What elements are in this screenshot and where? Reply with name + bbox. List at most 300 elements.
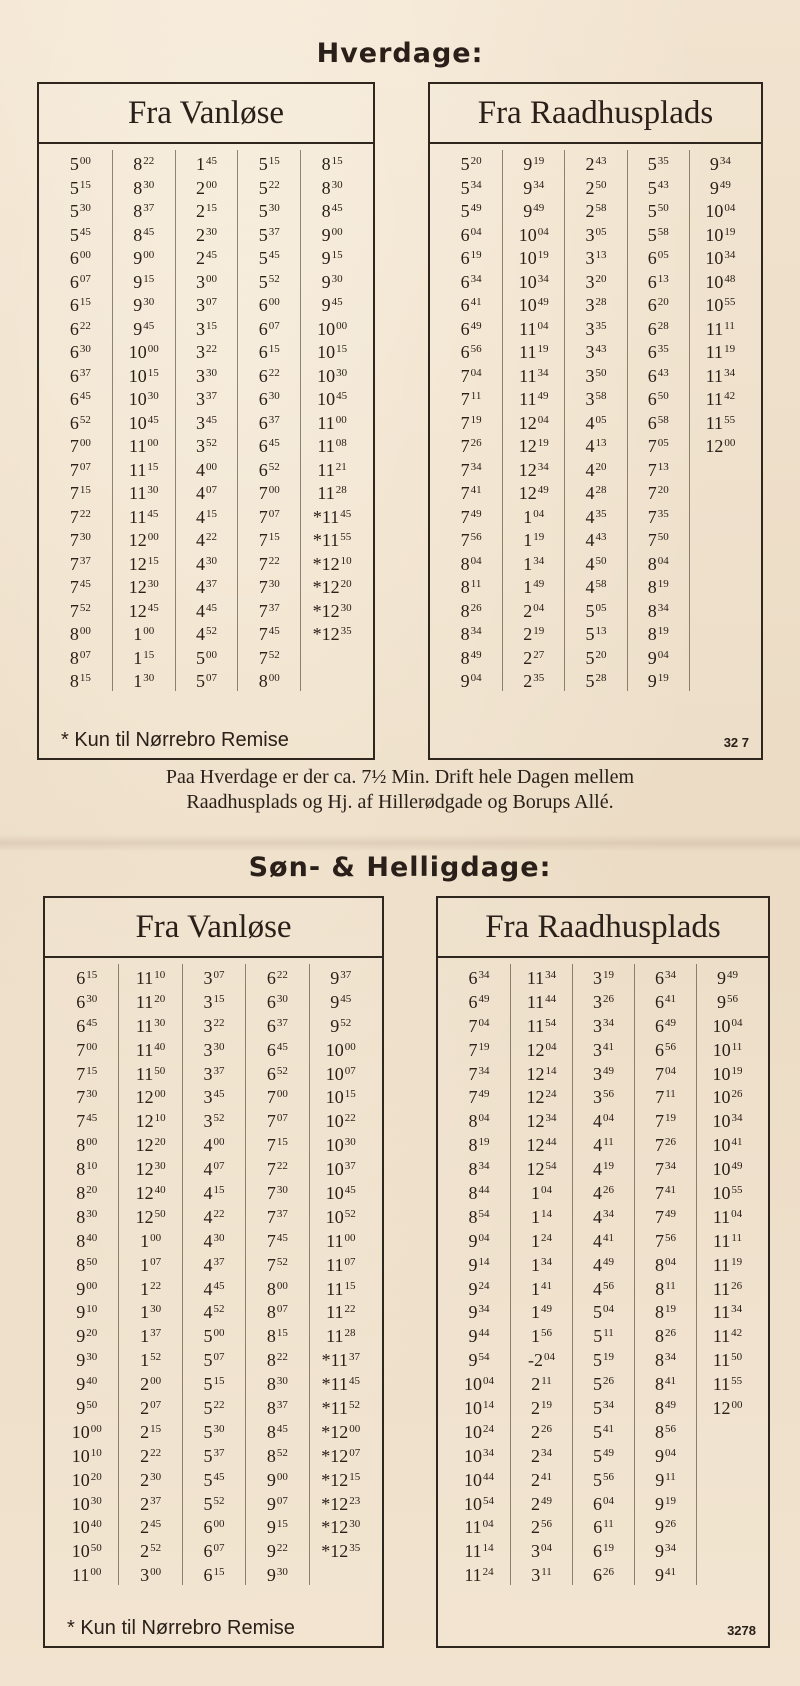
departure-time: $6^{30}$: [69, 342, 91, 362]
departure-time: $9^{00}$: [133, 248, 155, 268]
departure-time: $3^{15}$: [195, 318, 217, 339]
departure-time: $6^{37}$: [266, 1015, 288, 1036]
timetable-column: [118, 964, 181, 1585]
departure-time: $11^{14}$: [464, 1541, 494, 1562]
departure-time: $6^{34}$: [460, 271, 482, 292]
departure-time: $6^{07}$: [258, 318, 280, 339]
departure-time: $10^{30}$: [325, 1135, 356, 1156]
departure-time: $10^{30}$: [71, 1493, 102, 1514]
departure-time: $2^{19}$: [523, 624, 545, 644]
holiday-print-code: 3278: [727, 1623, 756, 1638]
departure-time: $7^{34}$: [655, 1159, 676, 1180]
departure-time: $9^{45}$: [133, 318, 155, 339]
departure-time: $8^{34}$: [655, 1350, 676, 1371]
timetable-column: [237, 150, 300, 691]
departure-time: $1^{22}$: [140, 1278, 162, 1299]
departure-time: $6^{00}$: [203, 1517, 225, 1538]
departure-time: $*12^{30}$: [321, 1517, 361, 1538]
departure-time: $1^{34}$: [531, 1254, 552, 1275]
departure-time: $8^{45}$: [321, 201, 343, 221]
departure-time: $5^{20}$: [585, 647, 607, 668]
departure-time: $8^{22}$: [133, 154, 155, 174]
departure-time: $6^{45}$: [76, 1015, 98, 1036]
departure-time: $2^{19}$: [531, 1398, 552, 1419]
departure-time: $10^{00}$: [71, 1421, 102, 1442]
departure-time: $5^{43}$: [647, 177, 669, 198]
departure-time: $11^{55}$: [712, 1374, 743, 1395]
departure-time: $1^{30}$: [140, 1302, 162, 1323]
departure-time: $8^{34}$: [647, 600, 669, 621]
departure-time: $2^{22}$: [140, 1445, 162, 1466]
departure-time: $10^{26}$: [712, 1087, 743, 1108]
holiday-vanlose-grid: [55, 964, 372, 1585]
departure-time: $11^{55}$: [705, 412, 736, 433]
departure-time: $2^{58}$: [585, 201, 607, 221]
departure-time: $7^{52}$: [258, 647, 280, 668]
departure-time: $7^{30}$: [258, 577, 280, 597]
departure-time: $10^{55}$: [705, 295, 736, 315]
departure-time: $4^{37}$: [195, 577, 217, 597]
departure-time: $6^{52}$: [266, 1063, 288, 1084]
departure-time: $6^{45}$: [69, 389, 91, 409]
timetable-column: [182, 964, 245, 1585]
departure-time: $3^{41}$: [593, 1039, 614, 1060]
departure-time: $5^{52}$: [203, 1493, 225, 1514]
weekday-vanlose-note: * Kun til Nørrebro Remise: [61, 729, 289, 751]
departure-time: $4^{19}$: [593, 1159, 614, 1180]
departure-time: $5^{30}$: [203, 1421, 225, 1442]
departure-time: $10^{40}$: [71, 1517, 102, 1538]
departure-time: $4^{15}$: [195, 506, 217, 527]
departure-time: $7^{22}$: [69, 506, 91, 527]
departure-time: $8^{19}$: [647, 624, 669, 644]
departure-time: $6^{15}$: [69, 295, 91, 315]
departure-time: $8^{04}$: [647, 553, 669, 574]
departure-time: $10^{15}$: [128, 365, 159, 386]
departure-time: $7^{49}$: [655, 1206, 676, 1227]
departure-time: $7^{15}$: [69, 483, 91, 503]
departure-time: $4^{45}$: [203, 1278, 225, 1299]
departure-time: $6^{50}$: [647, 389, 669, 409]
departure-time: $6^{49}$: [468, 991, 490, 1012]
departure-time: $1^{49}$: [523, 577, 545, 597]
departure-time: $10^{34}$: [464, 1445, 494, 1466]
departure-time: $8^{19}$: [468, 1135, 490, 1156]
departure-time: $3^{35}$: [585, 318, 607, 339]
departure-time: $12^{30}$: [135, 1159, 166, 1180]
timetable-column: [634, 964, 696, 1585]
departure-time: $3^{00}$: [195, 271, 217, 292]
departure-time: $8^{34}$: [460, 624, 482, 644]
departure-time: $7^{00}$: [76, 1039, 98, 1060]
departure-time: $5^{50}$: [647, 201, 669, 221]
departure-time: $1^{00}$: [140, 1230, 162, 1251]
departure-time: $6^{19}$: [593, 1541, 614, 1562]
departure-time: $10^{22}$: [325, 1111, 356, 1132]
departure-time: $3^{30}$: [195, 365, 217, 386]
departure-time: $7^{56}$: [655, 1230, 676, 1251]
departure-time: $4^{00}$: [195, 459, 217, 480]
departure-time: [690, 550, 751, 574]
departure-time: $11^{10}$: [135, 968, 166, 988]
departure-time: $6^{30}$: [258, 389, 280, 409]
departure-time: $6^{37}$: [69, 365, 91, 386]
departure-time: $3^{50}$: [585, 365, 607, 386]
departure-time: $3^{22}$: [203, 1015, 225, 1036]
timetable-column: [502, 150, 564, 691]
departure-time: $6^{34}$: [468, 968, 490, 988]
departure-time: $8^{10}$: [76, 1159, 98, 1180]
departure-time: $6^{11}$: [593, 1517, 614, 1538]
departure-time: $6^{35}$: [647, 342, 669, 362]
departure-time: [697, 1466, 758, 1490]
departure-time: $*12^{35}$: [321, 1541, 361, 1562]
weekday-remark-line1: Paa Hverdage er der ca. 7½ Min. Drift hele Dagen mellem: [165, 766, 635, 788]
timetable-column: [510, 964, 572, 1585]
departure-time: $7^{41}$: [655, 1183, 676, 1204]
departure-time: $7^{00}$: [266, 1087, 288, 1108]
departure-time: $10^{49}$: [518, 295, 549, 315]
departure-time: $11^{40}$: [135, 1039, 166, 1060]
departure-time: [697, 1490, 758, 1514]
departure-time: $12^{00}$: [135, 1087, 166, 1108]
departure-time: $12^{00}$: [128, 530, 159, 550]
departure-time: $1^{04}$: [531, 1183, 552, 1204]
departure-time: $6^{00}$: [258, 295, 280, 315]
departure-time: $5^{30}$: [69, 201, 91, 221]
timetable-column: [689, 150, 751, 691]
departure-time: $11^{00}$: [326, 1230, 356, 1251]
departure-time: $2^{00}$: [195, 177, 217, 198]
departure-time: $2^{45}$: [140, 1517, 162, 1538]
departure-time: $1^{30}$: [133, 671, 155, 691]
departure-time: $11^{49}$: [519, 389, 549, 409]
departure-time: $2^{49}$: [531, 1493, 552, 1514]
departure-time: [690, 526, 751, 550]
departure-time: $11^{30}$: [135, 1015, 166, 1036]
departure-time: $3^{49}$: [593, 1063, 614, 1084]
departure-time: $9^{30}$: [321, 271, 343, 292]
departure-time: $6^{15}$: [203, 1565, 225, 1586]
departure-time: $8^{04}$: [468, 1111, 490, 1132]
departure-time: $9^{04}$: [647, 647, 669, 668]
departure-time: $2^{11}$: [531, 1374, 552, 1395]
departure-time: $10^{54}$: [464, 1493, 494, 1514]
departure-time: $12^{04}$: [526, 1039, 557, 1060]
timetable-column: [55, 964, 118, 1585]
departure-time: $3^{34}$: [593, 1015, 614, 1036]
departure-time: $11^{24}$: [464, 1565, 494, 1586]
departure-time: $5^{05}$: [585, 600, 607, 621]
departure-time: $7^{15}$: [258, 530, 280, 550]
departure-time: $4^{05}$: [585, 412, 607, 433]
departure-time: $5^{49}$: [460, 201, 482, 221]
departure-time: $11^{19}$: [705, 342, 736, 362]
departure-time: $4^{00}$: [203, 1135, 225, 1156]
departure-time: $3^{37}$: [203, 1063, 225, 1084]
departure-time: $5^{13}$: [585, 624, 607, 644]
departure-time: $3^{20}$: [585, 271, 607, 292]
departure-time: $8^{11}$: [655, 1278, 676, 1299]
departure-time: $10^{37}$: [325, 1159, 356, 1180]
timetable-column: [245, 964, 308, 1585]
departure-time: $2^{30}$: [195, 224, 217, 245]
departure-time: $12^{54}$: [526, 1159, 557, 1180]
departure-time: $8^{26}$: [655, 1326, 676, 1347]
departure-time: $5^{34}$: [593, 1398, 614, 1419]
departure-time: $3^{26}$: [593, 991, 614, 1012]
departure-time: $12^{30}$: [128, 577, 159, 597]
departure-time: $2^{07}$: [140, 1398, 162, 1419]
departure-time: $6^{43}$: [647, 365, 669, 386]
departure-time: $10^{00}$: [128, 342, 159, 362]
departure-time: $9^{19}$: [655, 1493, 676, 1514]
departure-time: $11^{26}$: [712, 1278, 743, 1299]
departure-time: $10^{07}$: [325, 1063, 356, 1084]
departure-time: $12^{34}$: [526, 1111, 557, 1132]
departure-time: $6^{30}$: [76, 991, 98, 1012]
departure-time: $8^{30}$: [321, 177, 343, 198]
departure-time: $1^{34}$: [523, 553, 545, 574]
departure-time: $8^{26}$: [460, 600, 482, 621]
departure-time: $11^{04}$: [464, 1517, 494, 1538]
weekday-vanlose-header: Fra Vanløse: [39, 84, 373, 144]
departure-time: $9^{19}$: [523, 154, 545, 174]
departure-time: $8^{54}$: [468, 1206, 490, 1227]
departure-time: $11^{00}$: [72, 1565, 102, 1586]
departure-time: $8^{00}$: [76, 1135, 98, 1156]
departure-time: $1^{07}$: [140, 1254, 162, 1275]
departure-time: $11^{04}$: [712, 1206, 743, 1227]
departure-time: $7^{49}$: [468, 1087, 490, 1108]
departure-time: $7^{34}$: [468, 1063, 490, 1084]
departure-time: $5^{00}$: [195, 647, 217, 668]
departure-time: $10^{45}$: [317, 389, 348, 409]
departure-time: $6^{37}$: [258, 412, 280, 433]
departure-time: $1^{15}$: [133, 647, 155, 668]
departure-time: $3^{37}$: [195, 389, 217, 409]
timetable-column: [175, 150, 238, 691]
departure-time: $9^{56}$: [717, 991, 738, 1012]
departure-time: $6^{34}$: [655, 968, 676, 988]
departure-time: $5^{22}$: [258, 177, 280, 198]
departure-time: $9^{45}$: [321, 295, 343, 315]
departure-time: $5^{30}$: [258, 201, 280, 221]
departure-time: $10^{30}$: [317, 365, 348, 386]
departure-time: $4^{11}$: [593, 1135, 614, 1156]
departure-time: $11^{00}$: [129, 436, 159, 456]
departure-time: $9^{44}$: [468, 1326, 490, 1347]
departure-time: $7^{45}$: [266, 1230, 288, 1251]
departure-time: $7^{19}$: [468, 1039, 490, 1060]
departure-time: $6^{56}$: [460, 342, 482, 362]
departure-time: $12^{44}$: [526, 1135, 557, 1156]
departure-time: [697, 1442, 758, 1466]
departure-time: $5^{00}$: [69, 154, 91, 174]
departure-time: $9^{41}$: [655, 1565, 676, 1586]
departure-time: $7^{19}$: [460, 412, 482, 433]
departure-time: $5^{20}$: [460, 154, 482, 174]
departure-time: [697, 1561, 758, 1585]
weekday-raadhusplads-grid: [440, 150, 751, 691]
departure-time: $2^{56}$: [531, 1517, 552, 1538]
departure-time: $10^{10}$: [71, 1445, 102, 1466]
departure-time: $12^{19}$: [518, 436, 549, 456]
departure-time: $3^{45}$: [203, 1087, 225, 1108]
departure-time: $7^{22}$: [258, 553, 280, 574]
departure-time: $7^{50}$: [647, 530, 669, 550]
departure-time: $5^{41}$: [593, 1421, 614, 1442]
departure-time: $7^{52}$: [69, 600, 91, 621]
departure-time: $4^{49}$: [593, 1254, 614, 1275]
departure-time: $9^{04}$: [655, 1445, 676, 1466]
departure-time: $9^{00}$: [266, 1469, 288, 1490]
departure-time: $10^{04}$: [518, 224, 549, 245]
departure-time: $7^{22}$: [266, 1159, 288, 1180]
departure-time: $8^{49}$: [460, 647, 482, 668]
departure-time: $7^{19}$: [655, 1111, 676, 1132]
timetable-column: [627, 150, 689, 691]
departure-time: $9^{07}$: [266, 1493, 288, 1514]
timetable-column: [564, 150, 626, 691]
departure-time: $5^{49}$: [593, 1445, 614, 1466]
holiday-title: Søn- & Helligdage:: [248, 852, 552, 883]
departure-time: $*12^{30}$: [312, 600, 352, 621]
departure-time: $5^{45}$: [69, 224, 91, 245]
departure-time: $7^{00}$: [69, 436, 91, 456]
departure-time: $7^{07}$: [69, 459, 91, 480]
departure-time: $12^{00}$: [712, 1398, 743, 1419]
departure-time: $11^{42}$: [705, 389, 736, 409]
departure-time: $10^{19}$: [705, 224, 736, 245]
departure-time: $7^{34}$: [460, 459, 482, 480]
timetable-column: [448, 964, 510, 1585]
departure-time: $7^{04}$: [468, 1015, 490, 1036]
timetable-column: [309, 964, 372, 1585]
departure-time: $10^{34}$: [518, 271, 549, 292]
departure-time: $7^{30}$: [69, 530, 91, 550]
departure-time: $2^{52}$: [140, 1541, 162, 1562]
departure-time: $4^{52}$: [195, 624, 217, 644]
departure-time: $8^{30}$: [76, 1206, 98, 1227]
departure-time: $6^{26}$: [593, 1565, 614, 1586]
departure-time: $1^{19}$: [523, 530, 545, 550]
departure-time: $4^{34}$: [593, 1206, 614, 1227]
departure-time: $9^{34}$: [655, 1541, 676, 1562]
departure-time: $8^{37}$: [266, 1398, 288, 1419]
departure-time: [697, 1418, 758, 1442]
departure-time: $5^{04}$: [593, 1302, 614, 1323]
departure-time: $8^{40}$: [76, 1230, 98, 1251]
holiday-raadhusplads-header: Fra Raadhusplads: [438, 898, 768, 958]
departure-time: $11^{00}$: [317, 412, 347, 433]
departure-time: $10^{49}$: [712, 1159, 743, 1180]
departure-time: $3^{00}$: [140, 1565, 162, 1586]
departure-time: $9^{00}$: [76, 1278, 98, 1299]
departure-time: $9^{34}$: [709, 154, 731, 174]
departure-time: $11^{45}$: [129, 506, 159, 527]
departure-time: $12^{24}$: [526, 1087, 557, 1108]
departure-time: $6^{41}$: [655, 991, 676, 1012]
departure-time: $8^{49}$: [655, 1398, 676, 1419]
departure-time: $4^{58}$: [585, 577, 607, 597]
departure-time: $5^{45}$: [203, 1469, 225, 1490]
departure-time: $12^{04}$: [518, 412, 549, 433]
weekday-vanlose-grid: [49, 150, 363, 691]
departure-time: $9^{15}$: [266, 1517, 288, 1538]
departure-time: $11^{20}$: [135, 991, 166, 1012]
departure-time: $4^{22}$: [195, 530, 217, 550]
departure-time: $11^{30}$: [129, 483, 159, 503]
departure-time: $10^{24}$: [464, 1421, 494, 1442]
departure-time: [690, 479, 751, 503]
departure-time: $3^{05}$: [585, 224, 607, 245]
departure-time: $4^{20}$: [585, 459, 607, 480]
departure-time: $11^{22}$: [326, 1302, 356, 1323]
departure-time: $3^{07}$: [203, 968, 225, 988]
departure-time: $5^{34}$: [460, 177, 482, 198]
departure-time: $12^{34}$: [518, 459, 549, 480]
departure-time: $5^{28}$: [585, 671, 607, 691]
departure-time: $9^{04}$: [468, 1230, 490, 1251]
departure-time: $2^{35}$: [523, 671, 545, 691]
departure-time: $6^{52}$: [69, 412, 91, 433]
departure-time: [690, 456, 751, 480]
departure-time: $4^{22}$: [203, 1206, 225, 1227]
departure-time: $2^{30}$: [140, 1469, 162, 1490]
departure-time: $8^{30}$: [266, 1374, 288, 1395]
holiday-raadhusplads-grid: [448, 964, 758, 1585]
departure-time: $7^{11}$: [460, 389, 482, 409]
departure-time: $2^{34}$: [531, 1445, 552, 1466]
departure-time: $8^{56}$: [655, 1421, 676, 1442]
departure-time: $12^{45}$: [128, 600, 159, 621]
departure-time: $5^{52}$: [258, 271, 280, 292]
holiday-vanlose-header: Fra Vanløse: [45, 898, 382, 958]
departure-time: $11^{19}$: [712, 1254, 743, 1275]
departure-time: $8^{04}$: [460, 553, 482, 574]
departure-time: $3^{43}$: [585, 342, 607, 362]
departure-time: $11^{08}$: [317, 436, 347, 456]
departure-time: $*12^{10}$: [312, 553, 352, 574]
departure-time: $9^{24}$: [468, 1278, 490, 1299]
departure-time: $9^{19}$: [647, 671, 669, 691]
departure-time: $8^{37}$: [133, 201, 155, 221]
departure-time: $1^{24}$: [531, 1230, 552, 1251]
departure-time: $10^{34}$: [705, 248, 736, 268]
departure-time: $10^{04}$: [712, 1015, 743, 1036]
weekday-vanlose-table: [37, 82, 375, 760]
departure-time: $9^{49}$: [717, 968, 738, 988]
departure-time: $8^{07}$: [69, 647, 91, 668]
departure-time: $3^{07}$: [195, 295, 217, 315]
departure-time: $*12^{20}$: [312, 577, 352, 597]
departure-time: $6^{15}$: [76, 968, 98, 988]
departure-time: $10^{50}$: [71, 1541, 102, 1562]
departure-time: $9^{37}$: [330, 968, 352, 988]
departure-time: $3^{28}$: [585, 295, 607, 315]
departure-time: $6^{20}$: [647, 295, 669, 315]
departure-time: $3^{13}$: [585, 248, 607, 268]
departure-time: $9^{40}$: [76, 1374, 98, 1395]
departure-time: $9^{00}$: [321, 224, 343, 245]
departure-time: [690, 620, 751, 644]
departure-time: $8^{44}$: [468, 1183, 490, 1204]
departure-time: $7^{07}$: [258, 506, 280, 527]
departure-time: $3^{22}$: [195, 342, 217, 362]
departure-time: $6^{49}$: [460, 318, 482, 339]
departure-time: $3^{52}$: [195, 436, 217, 456]
